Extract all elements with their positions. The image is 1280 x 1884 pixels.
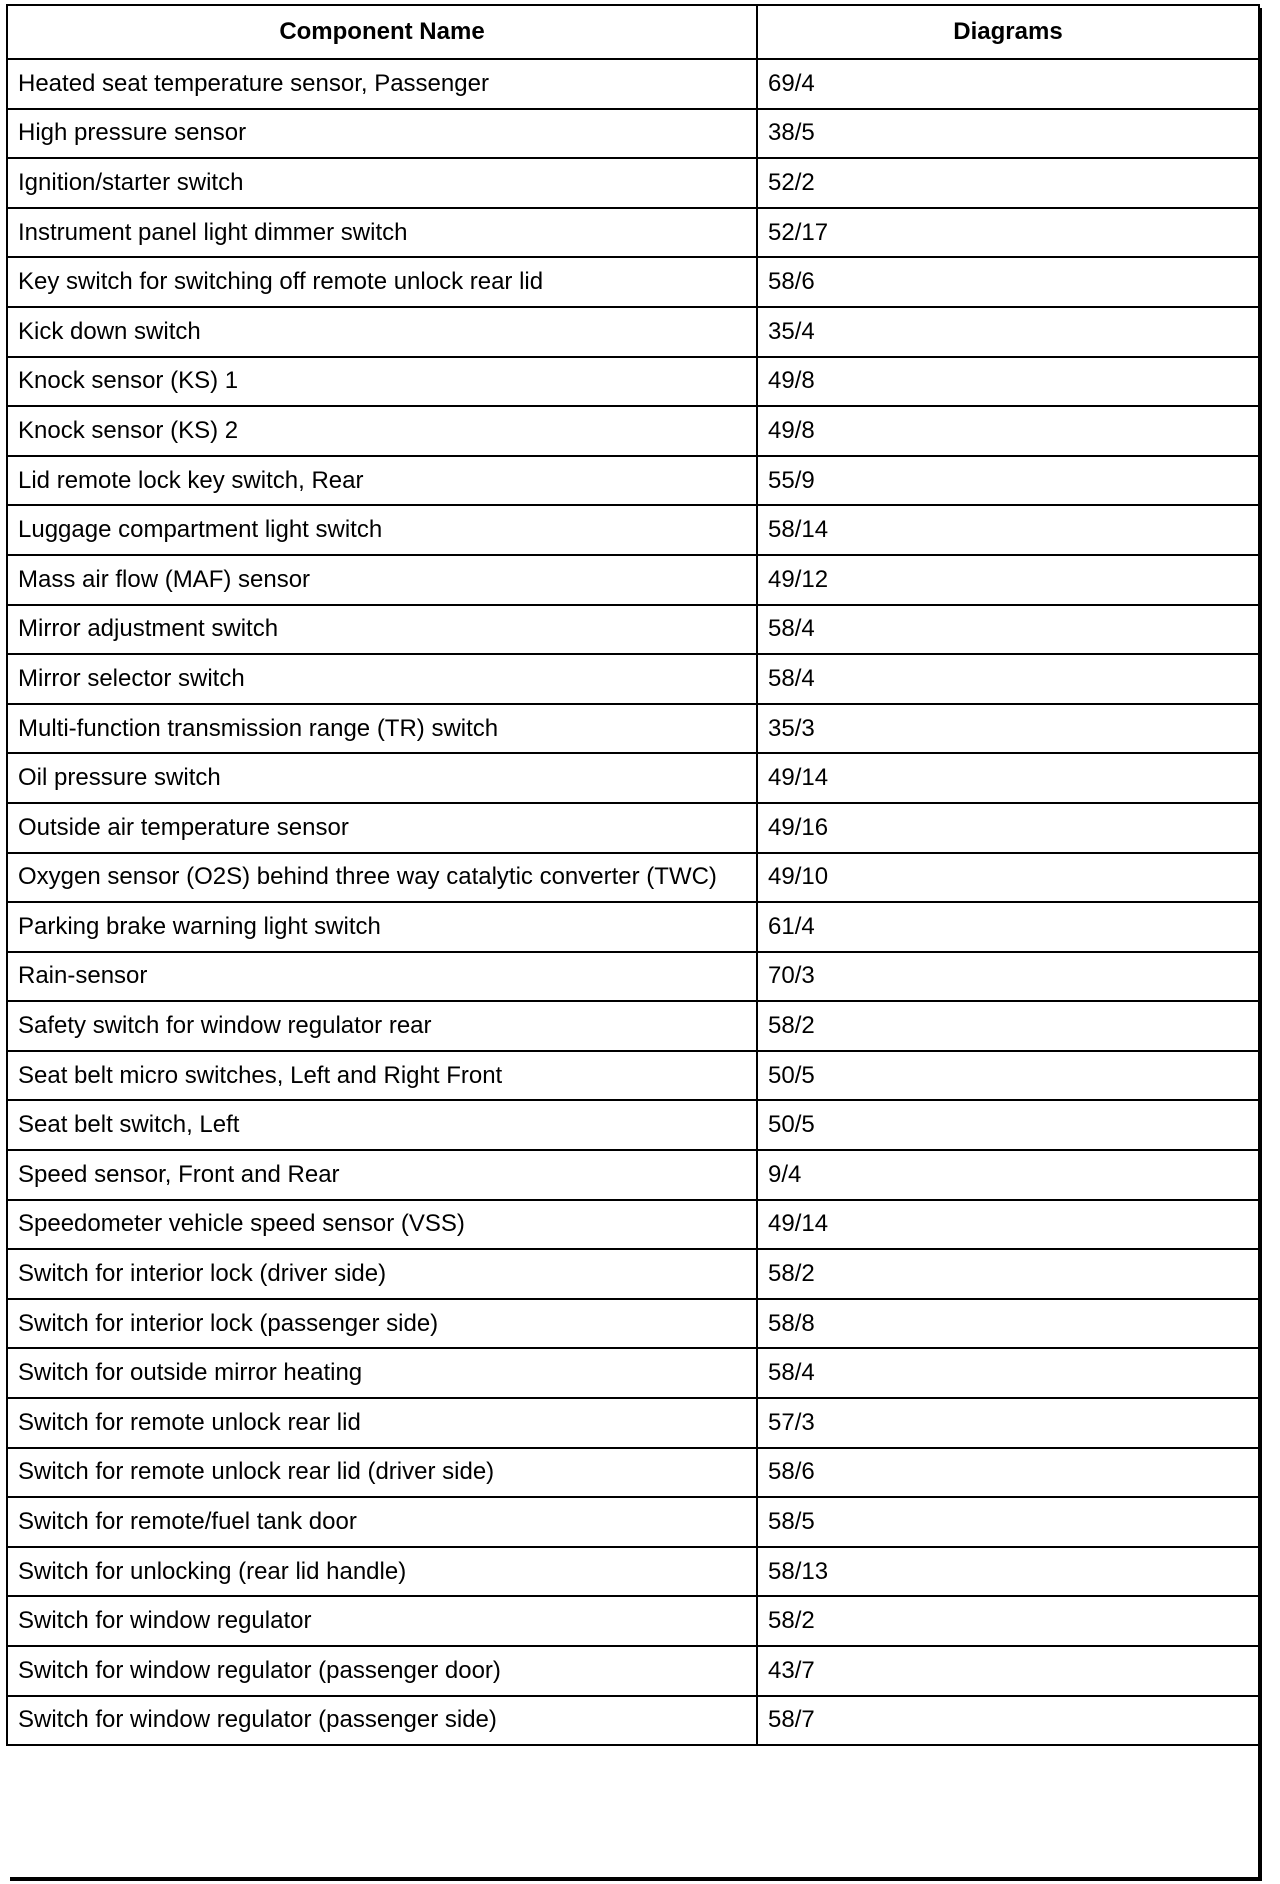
diagram-ref-cell: 61/4 xyxy=(757,902,1259,952)
component-name-cell: Speedometer vehicle speed sensor (VSS) xyxy=(7,1200,757,1250)
diagram-ref-cell: 58/14 xyxy=(757,505,1259,555)
diagram-ref-cell: 57/3 xyxy=(757,1398,1259,1448)
diagram-ref-cell: 50/5 xyxy=(757,1051,1259,1101)
table-row xyxy=(7,307,1259,357)
table-row xyxy=(7,1696,1259,1746)
diagram-ref-cell: 58/6 xyxy=(757,1448,1259,1498)
table-row xyxy=(7,902,1259,952)
header-row xyxy=(7,5,1259,59)
component-name-cell: Speed sensor, Front and Rear xyxy=(7,1150,757,1200)
diagram-ref-cell: 69/4 xyxy=(757,59,1259,109)
table-row xyxy=(7,59,1259,109)
component-name-cell: Mirror adjustment switch xyxy=(7,605,757,655)
component-name-cell: Heated seat temperature sensor, Passenger xyxy=(7,59,757,109)
component-name-cell: High pressure sensor xyxy=(7,109,757,159)
component-name-cell: Knock sensor (KS) 1 xyxy=(7,357,757,407)
diagram-ref-cell: 58/2 xyxy=(757,1596,1259,1646)
component-name-cell: Knock sensor (KS) 2 xyxy=(7,406,757,456)
component-name-cell: Switch for outside mirror heating xyxy=(7,1348,757,1398)
table-row xyxy=(7,952,1259,1002)
table-row xyxy=(7,1348,1259,1398)
diagram-ref-cell: 58/2 xyxy=(757,1001,1259,1051)
component-name-cell: Safety switch for window regulator rear xyxy=(7,1001,757,1051)
component-name-cell: Parking brake warning light switch xyxy=(7,902,757,952)
table-row xyxy=(7,1100,1259,1150)
table-row xyxy=(7,1398,1259,1448)
table-row xyxy=(7,208,1259,258)
table-row xyxy=(7,456,1259,506)
diagram-ref-cell: 35/4 xyxy=(757,307,1259,357)
diagram-ref-cell: 58/6 xyxy=(757,257,1259,307)
component-name-cell: Switch for remote unlock rear lid (driver side) xyxy=(7,1448,757,1498)
table-header xyxy=(7,5,1259,59)
diagram-ref-cell: 52/17 xyxy=(757,208,1259,258)
diagram-ref-cell: 55/9 xyxy=(757,456,1259,506)
diagram-ref-cell: 43/7 xyxy=(757,1646,1259,1696)
table-row xyxy=(7,406,1259,456)
table-row xyxy=(7,853,1259,903)
diagram-ref-cell: 58/4 xyxy=(757,1348,1259,1398)
table-row xyxy=(7,1150,1259,1200)
diagram-ref-cell: 50/5 xyxy=(757,1100,1259,1150)
table-row xyxy=(7,1448,1259,1498)
component-name-cell: Kick down switch xyxy=(7,307,757,357)
component-name-cell: Ignition/starter switch xyxy=(7,158,757,208)
component-name-cell: Switch for window regulator (passenger door) xyxy=(7,1646,757,1696)
component-name-cell: Seat belt switch, Left xyxy=(7,1100,757,1150)
component-name-cell: Oxygen sensor (O2S) behind three way catalytic converter (TWC) xyxy=(7,853,757,903)
table-row xyxy=(7,1299,1259,1349)
table-row xyxy=(7,1596,1259,1646)
diagram-ref-cell: 58/7 xyxy=(757,1696,1259,1746)
component-name-cell: Outside air temperature sensor xyxy=(7,803,757,853)
component-name-cell: Mass air flow (MAF) sensor xyxy=(7,555,757,605)
table-row xyxy=(7,1497,1259,1547)
diagram-ref-cell: 70/3 xyxy=(757,952,1259,1002)
table-row xyxy=(7,1249,1259,1299)
component-name-cell: Switch for window regulator (passenger side) xyxy=(7,1696,757,1746)
table-row xyxy=(7,605,1259,655)
table-row xyxy=(7,1547,1259,1597)
diagram-ref-cell: 58/8 xyxy=(757,1299,1259,1349)
diagram-ref-cell: 49/14 xyxy=(757,1200,1259,1250)
diagram-ref-cell: 49/12 xyxy=(757,555,1259,605)
diagram-ref-cell: 58/13 xyxy=(757,1547,1259,1597)
diagram-ref-cell: 58/2 xyxy=(757,1249,1259,1299)
diagram-ref-cell: 35/3 xyxy=(757,704,1259,754)
component-name-cell: Switch for window regulator xyxy=(7,1596,757,1646)
table-row xyxy=(7,158,1259,208)
component-name-cell: Switch for interior lock (passenger side) xyxy=(7,1299,757,1349)
component-name-cell: Seat belt micro switches, Left and Right Front xyxy=(7,1051,757,1101)
table-row xyxy=(7,753,1259,803)
component-name-cell: Oil pressure switch xyxy=(7,753,757,803)
table-row xyxy=(7,1001,1259,1051)
diagram-ref-cell: 38/5 xyxy=(757,109,1259,159)
diagram-ref-cell: 49/10 xyxy=(757,853,1259,903)
component-name-cell: Instrument panel light dimmer switch xyxy=(7,208,757,258)
component-name-cell: Mirror selector switch xyxy=(7,654,757,704)
component-name-cell: Luggage compartment light switch xyxy=(7,505,757,555)
component-name-cell: Switch for unlocking (rear lid handle) xyxy=(7,1547,757,1597)
component-name-cell: Switch for remote/fuel tank door xyxy=(7,1497,757,1547)
table-frame-right-edge xyxy=(1258,8,1262,1881)
component-diagram-table xyxy=(6,4,1260,1746)
table-row xyxy=(7,704,1259,754)
diagram-ref-cell: 58/4 xyxy=(757,654,1259,704)
component-table-page xyxy=(6,4,1258,1746)
diagram-ref-cell: 49/8 xyxy=(757,357,1259,407)
column-header-component-name: Component Name xyxy=(7,5,757,59)
table-row xyxy=(7,555,1259,605)
component-name-cell: Lid remote lock key switch, Rear xyxy=(7,456,757,506)
diagram-ref-cell: 49/14 xyxy=(757,753,1259,803)
component-name-cell: Key switch for switching off remote unlock rear lid xyxy=(7,257,757,307)
table-body xyxy=(7,59,1259,1745)
component-name-cell: Switch for interior lock (driver side) xyxy=(7,1249,757,1299)
diagram-ref-cell: 58/4 xyxy=(757,605,1259,655)
table-row xyxy=(7,1200,1259,1250)
component-name-cell: Multi-function transmission range (TR) switch xyxy=(7,704,757,754)
table-row xyxy=(7,1051,1259,1101)
component-name-cell: Switch for remote unlock rear lid xyxy=(7,1398,757,1448)
table-row xyxy=(7,1646,1259,1696)
table-row xyxy=(7,654,1259,704)
diagram-ref-cell: 58/5 xyxy=(757,1497,1259,1547)
table-row xyxy=(7,109,1259,159)
table-row xyxy=(7,803,1259,853)
diagram-ref-cell: 49/8 xyxy=(757,406,1259,456)
table-frame-bottom-edge xyxy=(10,1877,1262,1881)
column-header-diagrams: Diagrams xyxy=(757,5,1259,59)
diagram-ref-cell: 9/4 xyxy=(757,1150,1259,1200)
diagram-ref-cell: 52/2 xyxy=(757,158,1259,208)
component-name-cell: Rain-sensor xyxy=(7,952,757,1002)
table-row xyxy=(7,257,1259,307)
table-row xyxy=(7,357,1259,407)
table-row xyxy=(7,505,1259,555)
diagram-ref-cell: 49/16 xyxy=(757,803,1259,853)
